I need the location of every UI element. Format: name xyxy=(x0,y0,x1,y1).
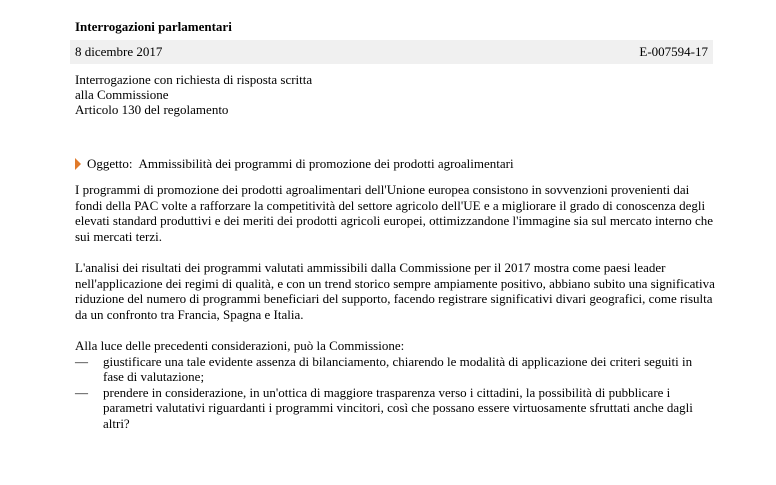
list-item xyxy=(70,354,715,385)
question-list xyxy=(70,354,713,432)
list-item xyxy=(70,385,715,432)
procedure-line: Articolo 130 del regolamento xyxy=(75,102,229,117)
subject-text: Ammissibilità dei programmi di promozione dei prodotti agroalimentari xyxy=(138,156,514,171)
paragraph: I programmi di promozione dei prodotti agroalimentari dell'Unione europea consistono in sovvenzioni provenienti dai fondi della PAC volte a rafforzare la competitività del settore agricolo dell'UE e a migliorare il grado di conoscenza degli elevati standard produttivi e dei meriti dei prodotti agricoli europei, ottimizzandone l'immagine sia sul mercato interno che sui mercati terzi. xyxy=(75,182,714,244)
dash-bullet: — xyxy=(75,384,88,400)
question-body xyxy=(70,182,715,322)
question-intro: Alla luce delle precedenti considerazioni, può la Commissione: xyxy=(75,338,405,353)
list-item-text: giustificare una tale evidente assenza di bilanciamento, chiarendo le modalità di applicazione dei criteri seguiti in fase di valutazione; xyxy=(103,353,693,384)
dash-bullet: — xyxy=(75,353,88,369)
list-item-text: prendere in considerazione, in un'ottica di maggiore trasparenza verso i cittadini, la possibilità di pubblicare i parametri valutativi riguardanti i programmi vincitori, così che possano essere virtuosamente sfruttati anche dagli altri? xyxy=(103,384,693,431)
procedure-block xyxy=(70,64,713,117)
document-type-title: Interrogazioni parlamentari xyxy=(75,19,232,34)
procedure-line: alla Commissione xyxy=(75,87,169,102)
subject-label: Oggetto: xyxy=(87,156,133,171)
subject-line xyxy=(70,156,713,171)
triangle-right-icon xyxy=(75,158,81,170)
document-reference: E-007594-17 xyxy=(639,44,708,59)
document-date: 8 dicembre 2017 xyxy=(75,44,163,59)
meta-bar xyxy=(70,40,713,64)
document xyxy=(70,0,713,431)
paragraph: L'analisi dei risultati dei programmi valutati ammissibili dalla Commissione per il 2017 mostra come paesi leader nell'applicazione dei regimi di qualità, e con un trend storico sempre ampiamente positivo, abbiano subito una significativa riduzione del numero di programmi beneficiari del supporto, facendo registrare significativi divari geografici, come risulta da un confronto tra Francia, Spagna e Italia. xyxy=(75,260,715,322)
procedure-line: Interrogazione con richiesta di risposta scritta xyxy=(75,72,313,87)
